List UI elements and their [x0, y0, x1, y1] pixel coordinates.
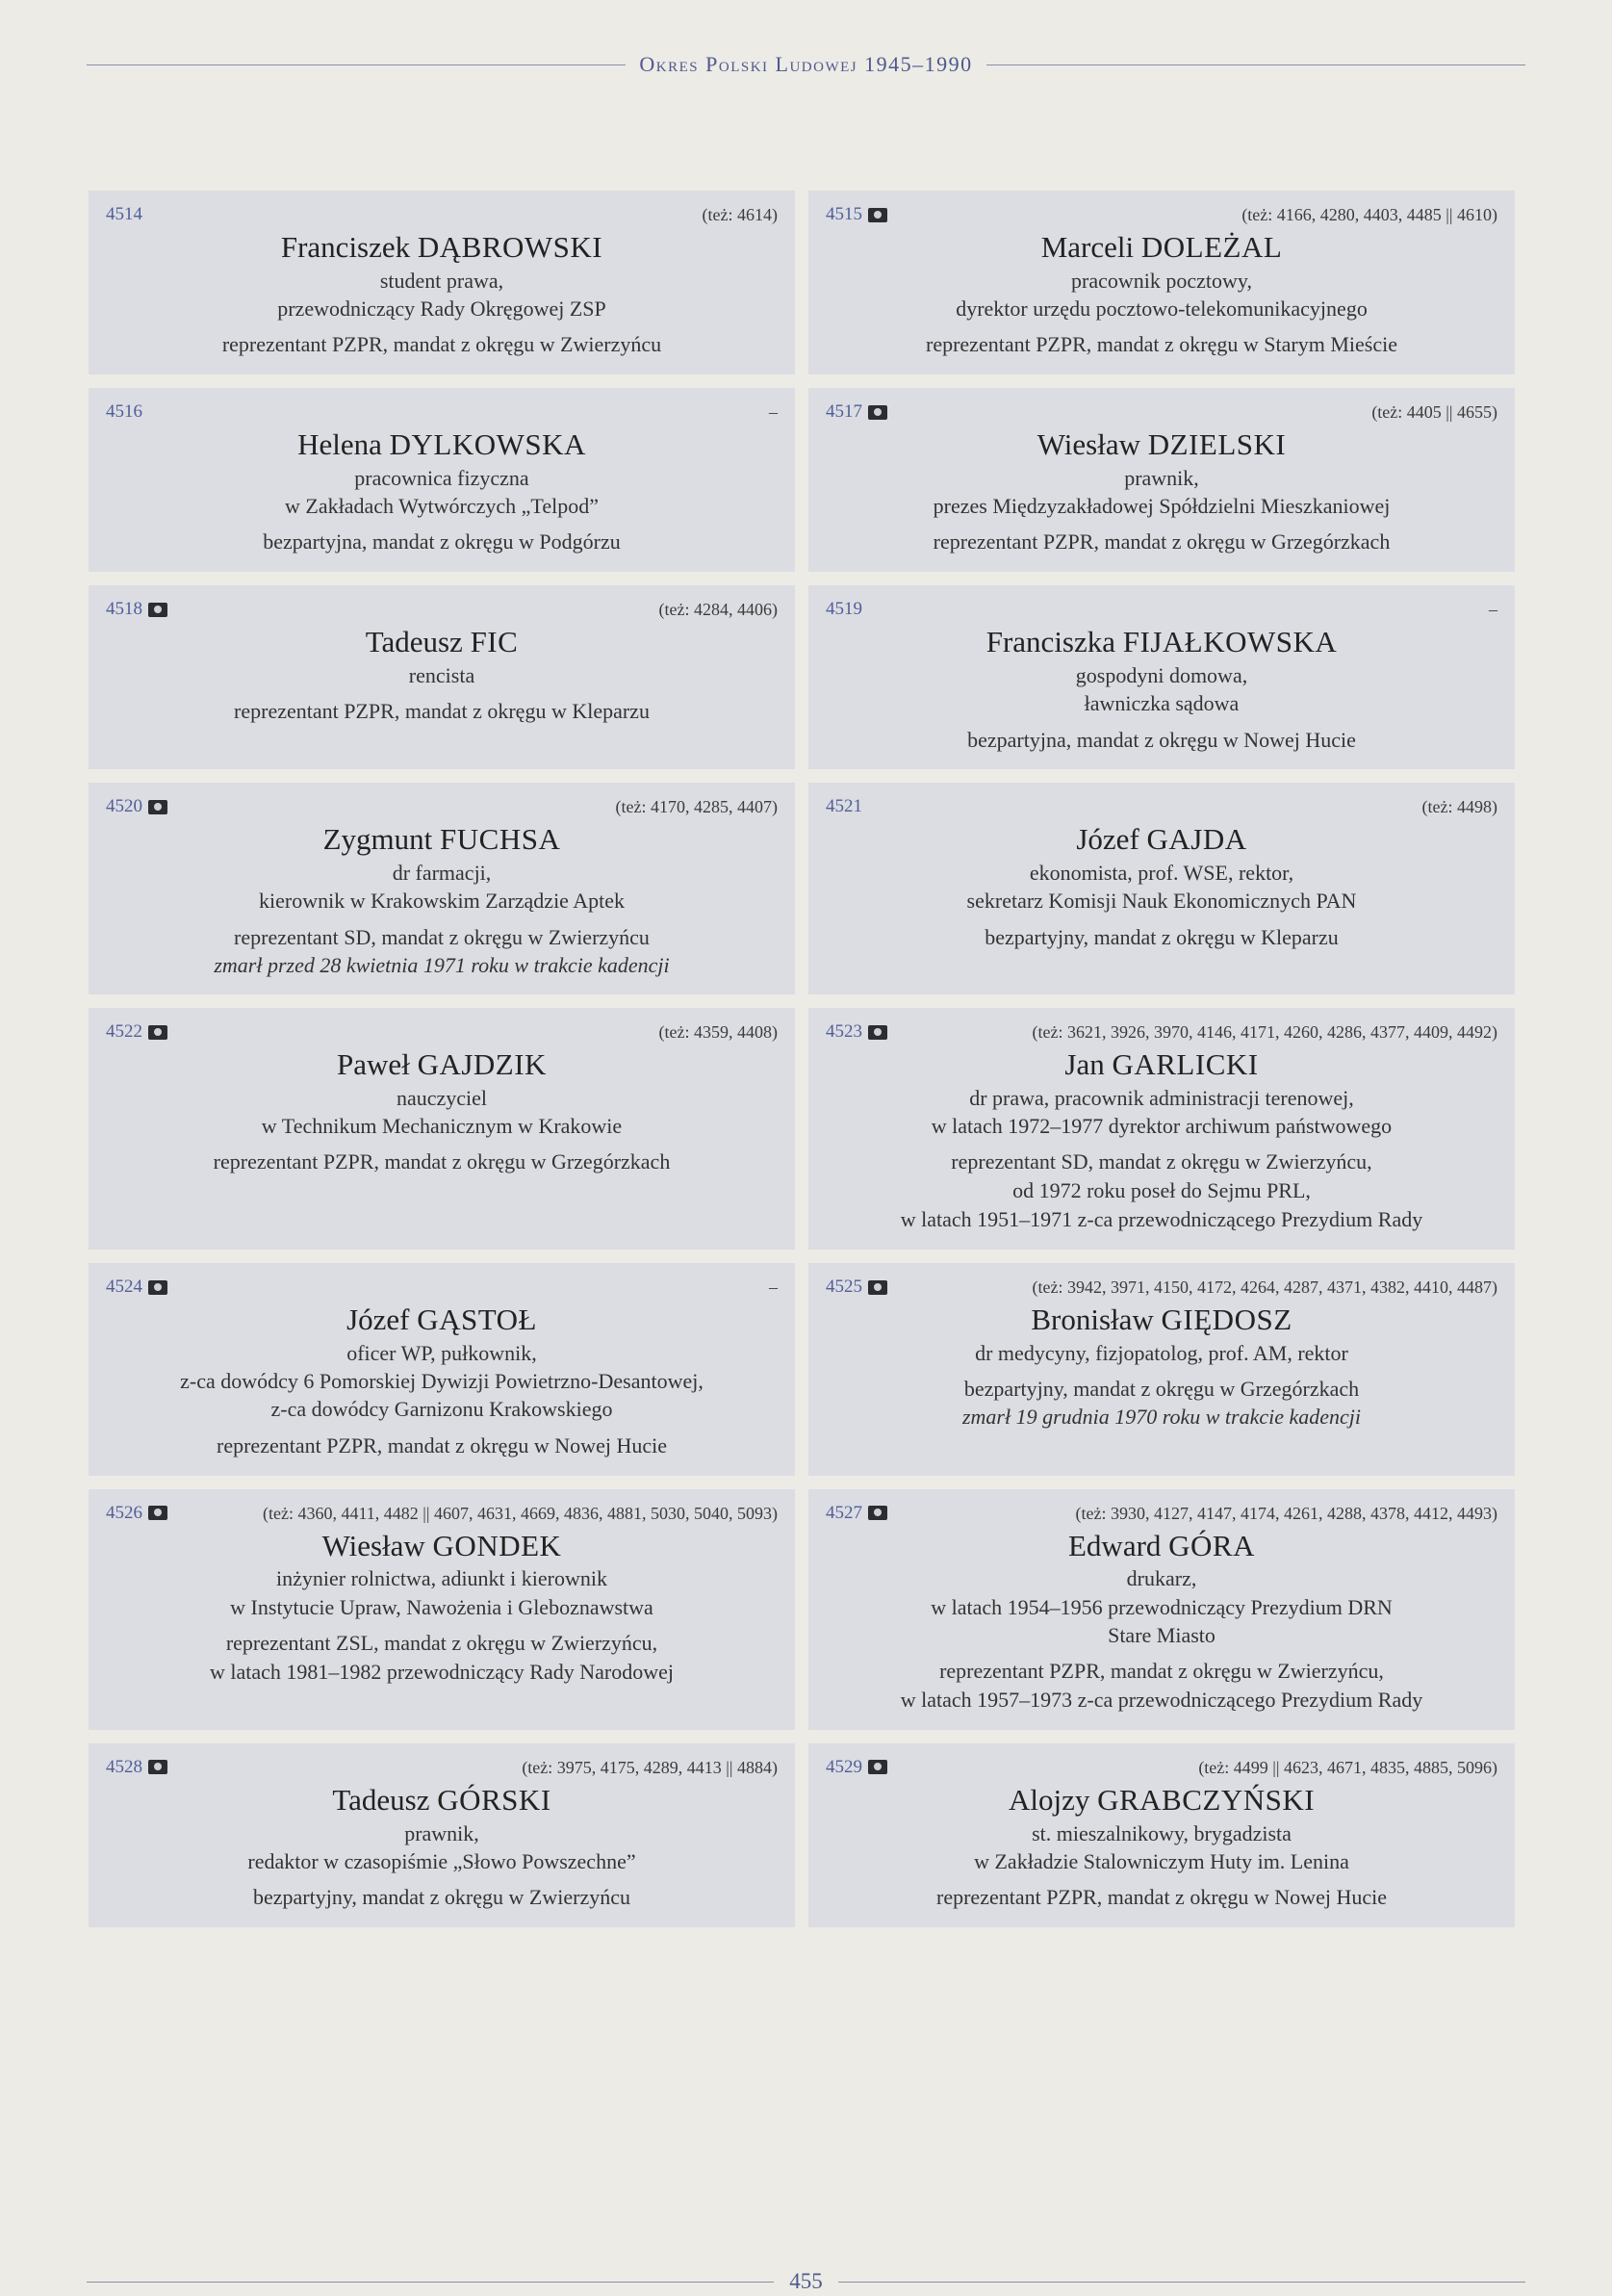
mandate-block: [106, 330, 778, 359]
occupation-line: dyrektor urzędu pocztowo-telekomunikacyjnego: [956, 297, 1368, 321]
cross-reference: (też: 4498): [1421, 797, 1497, 817]
entry-number: 4528: [106, 1756, 142, 1777]
mandate-line: reprezentant PZPR, mandat z okręgu w Nowej Hucie: [936, 1885, 1387, 1910]
first-name: Franciszka: [985, 625, 1116, 659]
cross-reference: (też: 3942, 3971, 4150, 4172, 4264, 4287, 4371, 4382, 4410, 4487): [1032, 1277, 1497, 1298]
camera-icon: [148, 1760, 167, 1774]
occupation-line: w Zakładzie Stalowniczym Huty im. Lenina: [974, 1848, 1349, 1873]
first-name: Józef: [346, 1303, 410, 1337]
mandate-block: [826, 1375, 1497, 1404]
occupation-line: kierownik w Krakowskim Zarządzie Aptek: [259, 889, 625, 914]
entry-number: 4523: [826, 1021, 862, 1043]
entry-number-wrap: [106, 204, 142, 225]
entry-header: [826, 401, 1497, 426]
occupation-line: st. mieszalnikowy, brygadzista: [1032, 1820, 1292, 1845]
mandate-line: bezpartyjna, mandat z okręgu w Podgórzu: [263, 529, 621, 555]
page-footer: [87, 2267, 1525, 2296]
entry-number-wrap: [106, 1277, 167, 1298]
first-name: Franciszek: [280, 230, 411, 264]
running-title: Okres Polski Ludowej 1945–1990: [639, 52, 973, 76]
entry-header: [826, 1021, 1497, 1046]
person-name: [106, 1528, 778, 1565]
last-name: FUCHSA: [440, 822, 561, 857]
entry-card: [808, 1743, 1515, 1927]
entry-header: [826, 1503, 1497, 1528]
person-name: [106, 1302, 778, 1339]
mandate-line: reprezentant SD, mandat z okręgu w Zwierzyńcu: [234, 924, 650, 949]
mandate-line: reprezentant SD, mandat z okręgu w Zwierzyńcu,: [951, 1149, 1372, 1174]
occupation-line: w Technikum Mechanicznym w Krakowie: [261, 1114, 623, 1139]
occupation-line: dr farmacji,: [392, 861, 492, 886]
occupation-line: ławniczka sądowa: [1084, 691, 1240, 716]
occupation-line: sekretarz Komisji Nauk Ekonomicznych PAN: [966, 889, 1357, 914]
cross-reference: –: [1489, 600, 1497, 620]
death-note: zmarł 19 grudnia 1970 roku w trakcie kadencji: [961, 1405, 1362, 1430]
occupation-line: Stare Miasto: [1108, 1622, 1215, 1647]
entry-card: [808, 191, 1515, 374]
cross-reference: (też: 3930, 4127, 4147, 4174, 4261, 4288, 4378, 4412, 4493): [1075, 1503, 1497, 1523]
entry-number: 4517: [826, 401, 862, 423]
person-name: [106, 624, 778, 661]
person-name: [826, 1782, 1497, 1819]
cross-reference: (też: 4499 || 4623, 4671, 4835, 4885, 5096): [1198, 1757, 1497, 1777]
person-name: [826, 624, 1497, 661]
mandate-line: reprezentant PZPR, mandat z okręgu w Zwierzyńcu: [221, 332, 662, 357]
last-name: DYLKOWSKA: [389, 427, 586, 462]
occupation-line: przewodniczący Rady Okręgowej ZSP: [277, 297, 606, 321]
last-name: GAJDZIK: [417, 1047, 547, 1082]
entry-header: [826, 204, 1497, 229]
occupation-line: ekonomista, prof. WSE, rektor,: [1029, 861, 1294, 886]
occupation-line: prawnik,: [1124, 465, 1199, 490]
first-name: Alojzy: [1008, 1782, 1090, 1817]
entry-card: [89, 388, 795, 572]
entry-number: 4519: [826, 599, 862, 620]
last-name: FIC: [470, 625, 519, 659]
occupation-line: oficer WP, pułkownik,: [346, 1340, 537, 1365]
entry-number: 4520: [106, 796, 142, 817]
mandate-block: [826, 726, 1497, 755]
occupation-line: prezes Międzyzakładowej Spółdzielni Mieszkaniowej: [933, 494, 1391, 519]
person-name: [826, 1528, 1497, 1565]
header-rule-left: [87, 64, 626, 65]
entry-header: [106, 1757, 778, 1782]
entry-card: [89, 585, 795, 769]
mandate-line: bezpartyjna, mandat z okręgu w Nowej Hucie: [967, 727, 1356, 752]
entry-number-wrap: [106, 796, 167, 817]
last-name: DĄBROWSKI: [417, 230, 603, 264]
person-name: [106, 1046, 778, 1084]
entry-number: 4524: [106, 1277, 142, 1298]
mandate-line: reprezentant PZPR, mandat z okręgu w Kleparzu: [234, 699, 650, 724]
occupation-line: gospodyni domowa,: [1075, 663, 1248, 688]
last-name: GONDEK: [432, 1528, 562, 1562]
camera-icon: [868, 405, 887, 420]
occupation-line: inżynier rolnictwa, adiunkt i kierownik: [276, 1566, 607, 1591]
entry-number-wrap: [826, 1277, 887, 1298]
camera-icon: [868, 1280, 887, 1295]
entry-number: 4518: [106, 599, 142, 620]
last-name: DZIELSKI: [1147, 427, 1287, 462]
mandate-line: reprezentant PZPR, mandat z okręgu w Grzegórzkach: [213, 1149, 671, 1174]
cross-reference: –: [769, 1277, 778, 1298]
person-name: [826, 1302, 1497, 1339]
first-name: Wiesław: [321, 1528, 425, 1562]
last-name: GAJDA: [1146, 822, 1247, 857]
entry-header: [106, 1277, 778, 1302]
cross-reference: (też: 4405 || 4655): [1371, 402, 1497, 423]
entry-number: 4521: [826, 796, 862, 817]
first-name: Wiesław: [1036, 427, 1140, 462]
entry-number-wrap: [826, 1021, 887, 1043]
occupation-line: dr prawa, pracownik administracji terenowej,: [969, 1085, 1354, 1110]
entry-number-wrap: [826, 599, 862, 620]
footer-rule-left: [87, 2282, 774, 2283]
last-name: GARLICKI: [1112, 1047, 1259, 1082]
camera-icon: [868, 1506, 887, 1520]
entry-card: [89, 1743, 795, 1927]
entry-card: [89, 191, 795, 374]
mandate-line: w latach 1981–1982 przewodniczący Rady Narodowej: [209, 1659, 674, 1684]
first-name: Edward: [1068, 1528, 1162, 1562]
entry-header: [106, 1021, 778, 1046]
first-name: Jan: [1064, 1047, 1105, 1082]
occupation-line: student prawa,: [379, 268, 504, 293]
first-name: Józef: [1076, 822, 1139, 857]
entry-number-wrap: [826, 796, 862, 817]
person-name: [826, 229, 1497, 267]
entry-number-wrap: [106, 401, 142, 423]
entry-number: 4527: [826, 1502, 862, 1523]
occupation-line: w latach 1954–1956 przewodniczący Prezydium DRN: [931, 1594, 1393, 1619]
entry-number: 4515: [826, 204, 862, 224]
person-name: [826, 821, 1497, 859]
entry-card: [89, 1489, 795, 1730]
entry-number-wrap: [106, 1021, 167, 1043]
entry-card: [808, 783, 1515, 994]
first-name: Bronisław: [1031, 1303, 1154, 1337]
camera-icon: [148, 800, 167, 814]
camera-icon: [148, 1025, 167, 1040]
camera-icon: [868, 1025, 887, 1040]
first-name: Tadeusz: [365, 625, 463, 659]
occupation-line: redaktor w czasopiśmie „Słowo Powszechne”: [247, 1848, 636, 1873]
occupation-line: z-ca dowódcy Garnizonu Krakowskiego: [270, 1397, 613, 1422]
last-name: GIĘDOSZ: [1161, 1303, 1292, 1337]
page-number: 455: [789, 2269, 823, 2293]
entry-number-wrap: [826, 1757, 887, 1778]
header-rule-right: [986, 64, 1525, 65]
entry-card: [89, 783, 795, 994]
occupation-line: prawnik,: [404, 1820, 479, 1845]
cross-reference: (też: 4284, 4406): [658, 600, 778, 620]
cross-reference: (też: 4360, 4411, 4482 || 4607, 4631, 4669, 4836, 4881, 5030, 5040, 5093): [262, 1503, 778, 1523]
death-note: zmarł przed 28 kwietnia 1971 roku w trakcie kadencji: [214, 952, 670, 977]
occupation-line: nauczyciel: [396, 1085, 488, 1110]
entry-card: [89, 1008, 795, 1250]
cross-reference: (też: 4614): [702, 205, 778, 224]
occupation-line: dr medycyny, fizjopatolog, prof. AM, rektor: [975, 1340, 1348, 1365]
occupation-line: pracownica fizyczna: [354, 465, 529, 490]
entries-grid: [89, 191, 1515, 1927]
entry-card: [89, 1263, 795, 1475]
entry-number: 4516: [106, 401, 142, 423]
entry-header: [826, 1757, 1497, 1782]
camera-icon: [148, 603, 167, 617]
mandate-line: reprezentant PZPR, mandat z okręgu w Nowej Hucie: [217, 1432, 667, 1458]
camera-icon: [868, 1760, 887, 1774]
first-name: Helena: [297, 427, 382, 462]
mandate-line: bezpartyjny, mandat z okręgu w Kleparzu: [985, 924, 1339, 949]
entry-card: [808, 585, 1515, 769]
entry-number-wrap: [106, 599, 167, 620]
mandate-line: reprezentant PZPR, mandat z okręgu w Starym Mieście: [926, 332, 1397, 357]
mandate-line: od 1972 roku poseł do Sejmu PRL,: [1012, 1178, 1311, 1203]
mandate-block: [826, 528, 1497, 556]
mandate-line: w latach 1951–1971 z-ca przewodniczącego Prezydium Rady: [900, 1207, 1423, 1232]
cross-reference: –: [769, 402, 778, 423]
mandate-block: [826, 1657, 1497, 1715]
camera-icon: [148, 1280, 167, 1295]
first-name: Marceli: [1040, 230, 1135, 264]
occupation-line: w latach 1972–1977 dyrektor archiwum państwowego: [931, 1114, 1393, 1139]
first-name: Paweł: [337, 1047, 410, 1082]
entry-number-wrap: [826, 1503, 887, 1524]
person-name: [106, 426, 778, 464]
entry-card: [808, 1008, 1515, 1250]
person-name: [826, 426, 1497, 464]
occupation-line: drukarz,: [1126, 1566, 1197, 1591]
last-name: GÓRA: [1168, 1528, 1255, 1562]
mandate-block: [106, 1883, 778, 1912]
occupation-line: w Instytucie Upraw, Nawożenia i Gleboznawstwa: [230, 1594, 653, 1619]
entry-number: 4522: [106, 1021, 142, 1043]
first-name: Zygmunt: [322, 822, 433, 857]
mandate-line: reprezentant PZPR, mandat z okręgu w Grzegórzkach: [933, 529, 1391, 555]
entry-header: [826, 599, 1497, 624]
mandate-line: w latach 1957–1973 z-ca przewodniczącego Prezydium Rady: [900, 1688, 1423, 1712]
entry-header: [106, 401, 778, 426]
entry-header: [826, 1277, 1497, 1302]
entry-header: [826, 796, 1497, 821]
entry-number: 4514: [106, 204, 142, 224]
mandate-line: reprezentant PZPR, mandat z okręgu w Zwierzyńcu,: [939, 1659, 1384, 1684]
last-name: GĄSTOŁ: [417, 1303, 537, 1337]
camera-icon: [148, 1506, 167, 1520]
mandate-line: reprezentant ZSL, mandat z okręgu w Zwierzyńcu,: [225, 1630, 658, 1655]
last-name: GRABCZYŃSKI: [1097, 1782, 1316, 1817]
cross-reference: (też: 4359, 4408): [658, 1022, 778, 1043]
entry-number: 4525: [826, 1277, 862, 1298]
cross-reference: (też: 3621, 3926, 3970, 4146, 4171, 4260, 4286, 4377, 4409, 4492): [1032, 1022, 1497, 1043]
cross-reference: (też: 3975, 4175, 4289, 4413 || 4884): [522, 1757, 778, 1777]
entry-card: [808, 1489, 1515, 1730]
entry-header: [106, 1503, 778, 1528]
entry-header: [106, 204, 778, 229]
mandate-block: [106, 1432, 778, 1460]
camera-icon: [868, 208, 887, 222]
entry-card: [808, 388, 1515, 572]
entry-header: [106, 796, 778, 821]
entry-number-wrap: [106, 1503, 167, 1524]
cross-reference: (też: 4170, 4285, 4407): [615, 797, 778, 817]
occupation-line: pracownik pocztowy,: [1071, 268, 1252, 293]
person-name: [826, 1046, 1497, 1084]
mandate-block: [106, 1629, 778, 1687]
last-name: FIJAŁKOWSKA: [1122, 625, 1338, 659]
cross-reference: (też: 4166, 4280, 4403, 4485 || 4610): [1241, 205, 1497, 224]
page-header: [87, 50, 1525, 79]
occupation-line: w Zakładach Wytwórczych „Telpod”: [285, 494, 599, 519]
last-name: GÓRSKI: [437, 1782, 551, 1817]
entry-number: 4529: [826, 1756, 862, 1777]
entry-number-wrap: [826, 401, 887, 423]
mandate-block: [106, 1148, 778, 1176]
entry-number-wrap: [826, 204, 887, 225]
mandate-block: [826, 923, 1497, 952]
mandate-block: [106, 528, 778, 556]
entry-number: 4526: [106, 1502, 142, 1523]
person-name: [106, 1782, 778, 1819]
mandate-line: bezpartyjny, mandat z okręgu w Zwierzyńcu: [253, 1885, 630, 1910]
occupation-line: z-ca dowódcy 6 Pomorskiej Dywizji Powietrzno-Desantowej,: [180, 1369, 704, 1394]
entry-number-wrap: [106, 1757, 167, 1778]
first-name: Tadeusz: [332, 1782, 430, 1817]
person-name: [106, 229, 778, 267]
entry-card: [808, 1263, 1515, 1475]
mandate-block: [106, 923, 778, 952]
mandate-block: [826, 1883, 1497, 1912]
mandate-line: bezpartyjny, mandat z okręgu w Grzegórzkach: [963, 1377, 1360, 1402]
mandate-block: [826, 1148, 1497, 1234]
mandate-block: [826, 330, 1497, 359]
occupation-line: rencista: [408, 663, 475, 688]
mandate-block: [106, 697, 778, 726]
footer-rule-right: [838, 2282, 1525, 2283]
person-name: [106, 821, 778, 859]
last-name: DOLEŻAL: [1140, 230, 1283, 264]
entry-header: [106, 599, 778, 624]
